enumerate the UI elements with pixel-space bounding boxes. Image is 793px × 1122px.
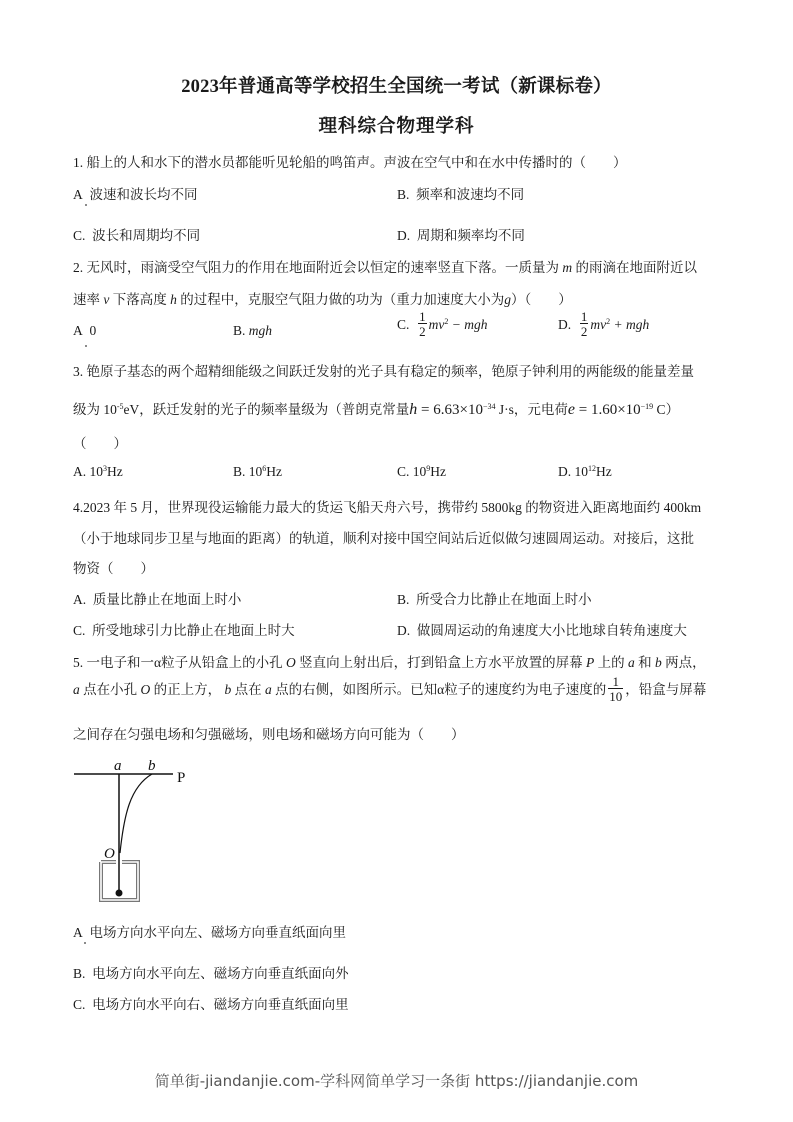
question-2-stem-line2: 速率 v 下落高度 h 的过程中，克服空气阻力做的功为（重力加速度大小为g）（ ）: [73, 292, 572, 307]
question-5-stem-line1: 5. 一电子和一α粒子从铅盒上的小孔 O 竖直向上射出后，打到铅盒上方水平放置的屏幕 P 上的 a 和 b 两点，: [73, 655, 706, 670]
fraction-one-half: $\frac{1}{2}$: [580, 309, 588, 339]
label-O: O: [104, 846, 115, 862]
question-4-stem-line1: 4.2023 年 5 月，世界现役运输能力最大的货运飞船天舟六号，携带约 5800kg 的物资进入距离地面约 400km: [73, 500, 702, 515]
curved-path: [120, 774, 152, 853]
footer-watermark: 简单街-jiandanjie.com-学科网简单学习一条街 https://jiandanjie.com: [154, 1072, 639, 1090]
q2-option-d: D. $\frac{1}{2}$ $mv^2$ + mgh: [558, 309, 650, 339]
label-b: b: [148, 758, 156, 774]
question-3-stem-line1: 3. 铯原子基态的两个超精细能级之间跃迁发射的光子具有稳定的频率，铯原子钟利用的两能级的能量差量: [73, 364, 694, 379]
question-4-stem-line3: 物资（ ）: [73, 561, 154, 576]
question-1-stem: 1. 船上的人和水下的潜水员都能听见轮船的鸣笛声。声波在空气中和在水中传播时的（ ）: [73, 155, 627, 170]
label-P: P: [177, 770, 186, 786]
particle-source: [116, 890, 123, 897]
q1-option-a: A 波速和波长均不同: [73, 187, 198, 202]
q2-option-b: B. mgh: [233, 323, 273, 338]
label-a: a: [114, 758, 122, 774]
question-2-stem-line1: 2. 无风时，雨滴受空气阻力的作用在地面附近会以恒定的速率竖直下落。一质量为 m 的雨滴在地面附近以: [73, 260, 697, 275]
q3-option-d: D. $10^{12}Hz$: [558, 464, 612, 479]
stray-dot: [85, 204, 87, 206]
q4-option-b: B. 所受合力比静止在地面上时小: [397, 592, 592, 607]
q1-option-c: C. 波长和周期均不同: [73, 228, 201, 243]
q1-option-d: D. 周期和频率均不同: [397, 228, 525, 243]
q3-option-a: A. $10^3Hz$: [73, 464, 123, 479]
q3-option-c: C. $10^9Hz$: [397, 464, 447, 479]
particle-deflection-figure: [60, 745, 220, 910]
q5-option-a: A 电场方向水平向左、磁场方向垂直纸面向里: [73, 925, 346, 940]
stray-dot: [85, 345, 87, 347]
question-3-answer-blank: （ ）: [73, 436, 127, 451]
q2-option-c: C. $\frac{1}{2}$ $mv^2$ − mgh: [397, 309, 488, 339]
q4-option-a: A. 质量比静止在地面上时小: [73, 592, 242, 607]
q4-option-c: C. 所受地球引力比静止在地面上时大: [73, 623, 295, 638]
q3-option-b: B. $10^6Hz$: [233, 464, 283, 479]
q5-option-c: C. 电场方向水平向右、磁场方向垂直纸面向里: [73, 997, 349, 1012]
fraction-one-half: $\frac{1}{2}$: [419, 309, 426, 339]
question-5-stem-line2: a 点在小孔 O 的正上方， b 点在 a 点的右侧，如图所示。已知α粒子的速度约为电子速度的 $\frac{1}{10}$ ，铅盒与屏幕: [73, 674, 707, 704]
stray-dot: [84, 942, 86, 944]
q2-option-a: A 0: [73, 323, 97, 338]
fraction-one-tenth: $\frac{1}{10}$: [609, 674, 623, 704]
q4-option-d: D. 做圆周运动的角速度大小比地球自转角速度大: [397, 623, 687, 638]
exam-subtitle: 理科综合物理学科: [318, 117, 475, 137]
q1-option-b: B. 频率和波速均不同: [397, 187, 525, 202]
question-5-stem-line3: 之间存在匀强电场和匀强磁场，则电场和磁场方向可能为（ ）: [73, 727, 465, 742]
question-4-stem-line2: （小于地球同步卫星与地面的距离）的轨道，顺利对接中国空间站后近似做匀速圆周运动。对接后，这批: [73, 531, 694, 546]
q5-option-b: B. 电场方向水平向左、磁场方向垂直纸面向外: [73, 966, 349, 981]
question-3-stem-line2: 级为 $10^{-5}eV$，跃迁发射的光子的频率量级为（普朗克常量$h = 6.63\times 10^{-34}$ J·s，元电荷$e = 1.60\times 10^{-19}$ C）: [73, 401, 680, 418]
exam-title: 2023年普通高等学校招生全国统一考试（新课标卷）: [181, 77, 612, 97]
